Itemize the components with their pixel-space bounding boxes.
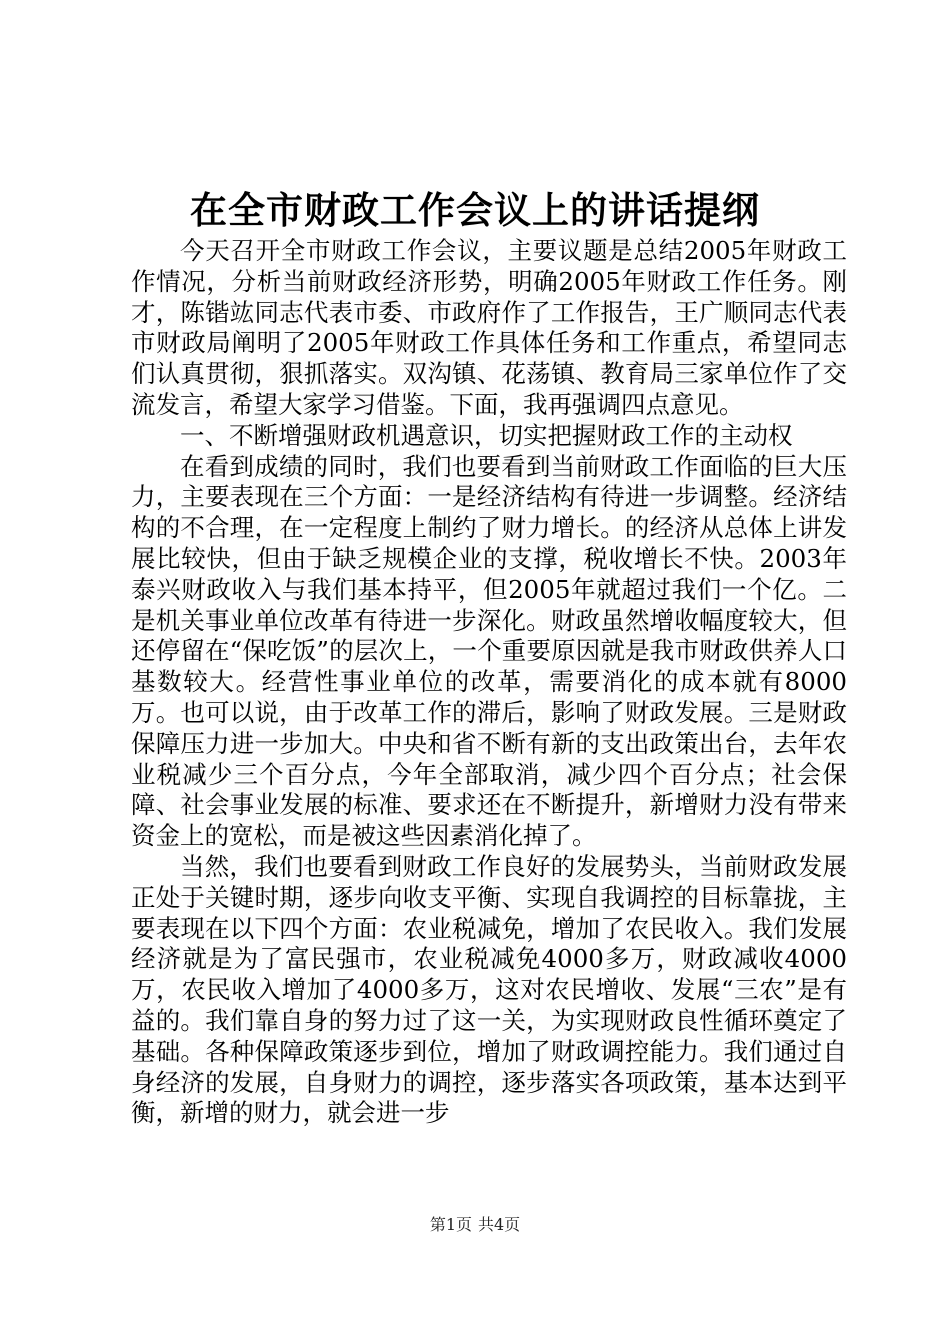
paragraph-intro: 今天召开全市财政工作会议，主要议题是总结2005年财政工作情况，分析当前财政经济形势，明确2005年财政工作任务。刚才，陈锴竑同志代表市委、市政府作了工作报告，王广顺同志代表市财政局阐明了2005年财政工作具体任务和工作重点，希望同志们认真贯彻，狠抓落实。双沟镇、花荡镇、教育局三家单位作了交流发言，希望大家学习借鉴。下面，我再强调四点意见。 bbox=[131, 236, 847, 419]
document-body bbox=[131, 236, 847, 1129]
paragraph-pressures: 在看到成绩的同时，我们也要看到当前财政工作面临的巨大压力，主要表现在三个方面：一是经济结构有待进一步调整。经济结构的不合理，在一定程度上制约了财力增长。的经济从总体上讲发展比较快，但由于缺乏规模企业的支撑，税收增长不快。2003年泰兴财政收入与我们基本持平，但2005年就超过我们一个亿。二是机关事业单位改革有待进一步深化。财政虽然增收幅度较大，但还停留在“保吃饭”的层次上，一个重要原因就是我市财政供养人口基数较大。经营性事业单位的改革，需要消化的成本就有8000万。也可以说，由于改革工作的滞后，影响了财政发展。三是财政保障压力进一步加大。中央和省不断有新的支出政策出台，去年农业税减少三个百分点，今年全部取消，减少四个百分点；社会保障、社会事业发展的标准、要求还在不断提升，新增财力没有带来资金上的宽松，而是被这些因素消化掉了。 bbox=[131, 451, 847, 851]
page-total: 共4页 bbox=[478, 1215, 521, 1234]
section-heading-1: 一、不断增强财政机遇意识，切实把握财政工作的主动权 bbox=[180, 420, 793, 450]
page-number: 第1页 bbox=[429, 1215, 472, 1234]
page-footer bbox=[0, 1214, 950, 1236]
document-title: 在全市财政工作会议上的讲话提纲 bbox=[190, 188, 760, 232]
paragraph-momentum: 当然，我们也要看到财政工作良好的发展势头，当前财政发展正处于关键时期，逐步向收支平衡、实现自我调控的目标靠拢，主要表现在以下四个方面：农业税减免，增加了农民收入。我们发展经济就是为了富民强市，农业税减免4000多万，财政减收4000万，农民收入增加了4000多万，这对农民增收、发展“三农”是有益的。我们靠自身的努力过了这一关，为实现财政良性循环奠定了基础。各种保障政策逐步到位，增加了财政调控能力。我们通过自身经济的发展，自身财力的调控，逐步落实各项政策，基本达到平衡，新增的财力，就会进一步 bbox=[131, 851, 847, 1128]
